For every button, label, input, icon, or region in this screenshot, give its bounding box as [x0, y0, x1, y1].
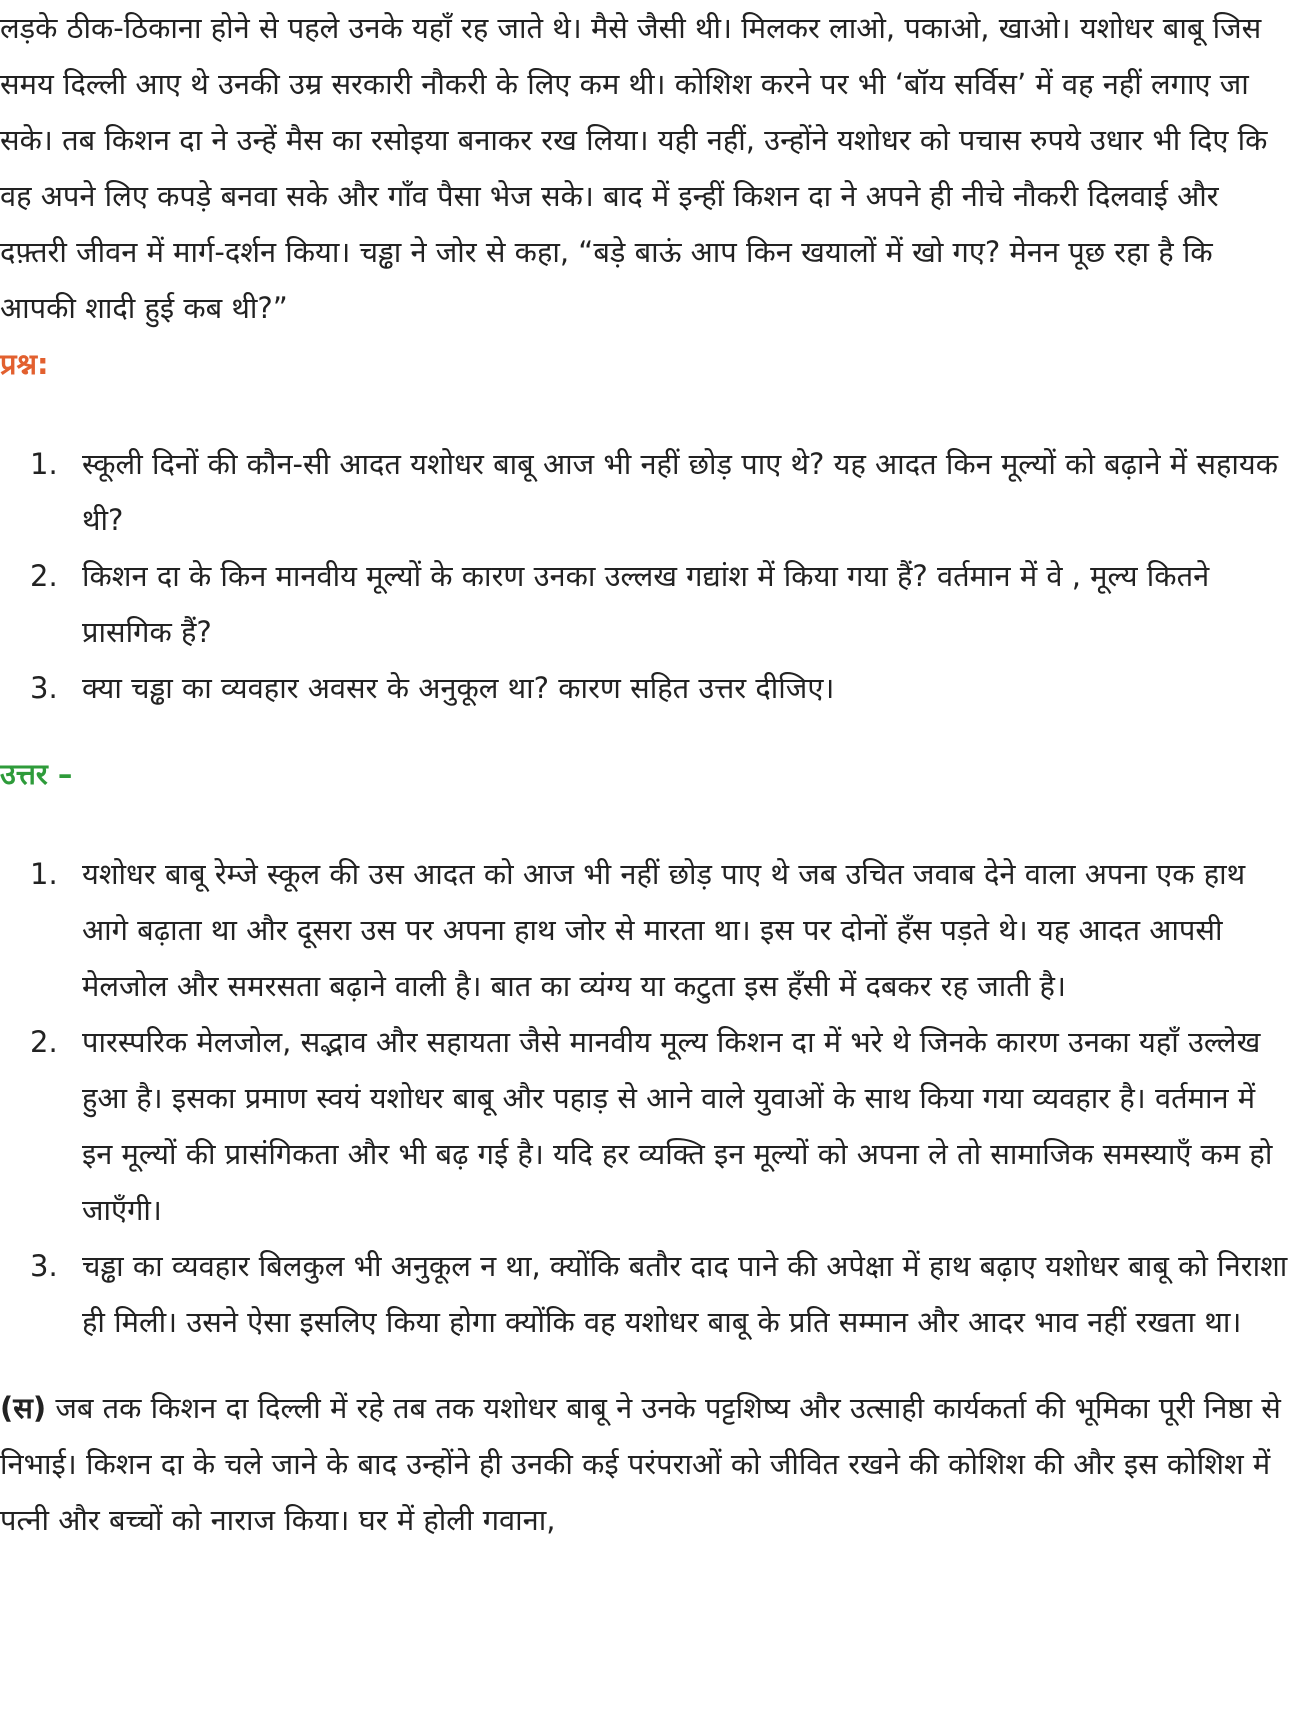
question-text: स्कूली दिनों की कौन-सी आदत यशोधर बाबू आज भी नहीं छोड़ पाए थे? यह आदत किन मूल्यों को बढ़ाने में सहायक थी?	[82, 447, 1278, 537]
question-item	[0, 548, 1298, 660]
list-number: 3.	[30, 671, 58, 705]
spacer	[0, 716, 1298, 746]
answer-text: यशोधर बाबू रेम्जे स्कूल की उस आदत को आज भी नहीं छोड़ पाए थे जब उचित जवाब देने वाला अपना एक हाथ आगे बढ़ाता था और दूसरा उस पर अपना हाथ जोर से मारता था। इस पर दोनों हँस पड़ते थे। यह आदत आपसी मेलजोल और समरसता बढ़ाने वाली है। बात का व्यंग्य या कटुता इस हँसी में दबकर रह जाती है।	[82, 857, 1246, 1003]
question-text: क्या चड्ढा का व्यवहार अवसर के अनुकूल था? कारण सहित उत्तर दीजिए।	[82, 671, 835, 705]
question-text: किशन दा के किन मानवीय मूल्यों के कारण उनका उल्लख गद्यांश में किया गया हैं? वर्तमान में वे , मूल्य कितने प्रासगिक हैं?	[82, 559, 1210, 649]
section-s-text: जब तक किशन दा दिल्ली में रहे तब तक यशोधर बाबू ने उनके पट्टशिष्य और उत्साही कार्यकर्ता की भूमिका पूरी निष्ठा से निभाई। किशन दा के चले जाने के बाद उन्होंने ही उनकी कई परंपराओं को जीवित रखने की कोशिश की और इस कोशिश में पत्नी और बच्चों को नाराज किया। घर में होली गवाना,	[0, 1391, 1281, 1537]
spacer	[0, 1350, 1298, 1380]
spacer	[0, 802, 1298, 846]
list-number: 1.	[30, 447, 58, 481]
answers-list	[0, 846, 1298, 1350]
list-number: 2.	[30, 559, 58, 593]
section-s-paragraph	[0, 1380, 1298, 1548]
answer-item	[0, 1014, 1298, 1238]
section-label: (स)	[0, 1391, 47, 1425]
spacer	[0, 392, 1298, 436]
list-number: 1.	[30, 857, 58, 891]
list-number: 3.	[30, 1249, 58, 1283]
list-number: 2.	[30, 1025, 58, 1059]
answer-item	[0, 1238, 1298, 1350]
question-item	[0, 660, 1298, 716]
answers-heading: उत्तर –	[0, 757, 73, 791]
questions-list	[0, 436, 1298, 716]
answer-text: पारस्परिक मेलजोल, सद्भाव और सहायता जैसे मानवीय मूल्य किशन दा में भरे थे जिनके कारण उनका यहाँ उल्लेख हुआ है। इसका प्रमाण स्वयं यशोधर बाबू और पहाड़ से आने वाले युवाओं के साथ किया गया व्यवहार है। वर्तमान में इन मूल्यों की प्रासंगिकता और भी बढ़ गई है। यदि हर व्यक्ति इन मूल्यों को अपना ले तो सामाजिक समस्याएँ कम हो जाएँगी।	[82, 1025, 1273, 1227]
answer-item	[0, 846, 1298, 1014]
answer-text: चड्ढा का व्यवहार बिलकुल भी अनुकूल न था, क्योंकि बतौर दाद पाने की अपेक्षा में हाथ बढ़ाए यशोधर बाबू को निराशा ही मिली। उसने ऐसा इसलिए किया होगा क्योंकि वह यशोधर बाबू के प्रति सम्मान और आदर भाव नहीं रखता था।	[82, 1249, 1288, 1339]
question-item	[0, 436, 1298, 548]
intro-paragraph: लड़के ठीक-ठिकाना होने से पहले उनके यहाँ रह जाते थे। मैसे जैसी थी। मिलकर लाओ, पकाओ, खाओ। यशोधर बाबू जिस समय दिल्ली आए थे उनकी उम्र सरकारी नौकरी के लिए कम थी। कोशिश करने पर भी ‘बॉय सर्विस’ में वह नहीं लगाए जा सके। तब किशन दा ने उन्हें मैस का रसोइया बनाकर रख लिया। यही नहीं, उन्होंने यशोधर को पचास रुपये उधार भी दिए कि वह अपने लिए कपड़े बनवा सके और गाँव पैसा भेज सके। बाद में इन्हीं किशन दा ने अपने ही नीचे नौकरी दिलवाई और दफ़्तरी जीवन में मार्ग-दर्शन किया। चड्ढा ने जोर से कहा, “बड़े बाऊं आप किन खयालों में खो गए? मेनन पूछ रहा है कि आपकी शादी हुई कब थी?”	[0, 11, 1268, 325]
questions-heading: प्रश्न:	[0, 347, 49, 381]
